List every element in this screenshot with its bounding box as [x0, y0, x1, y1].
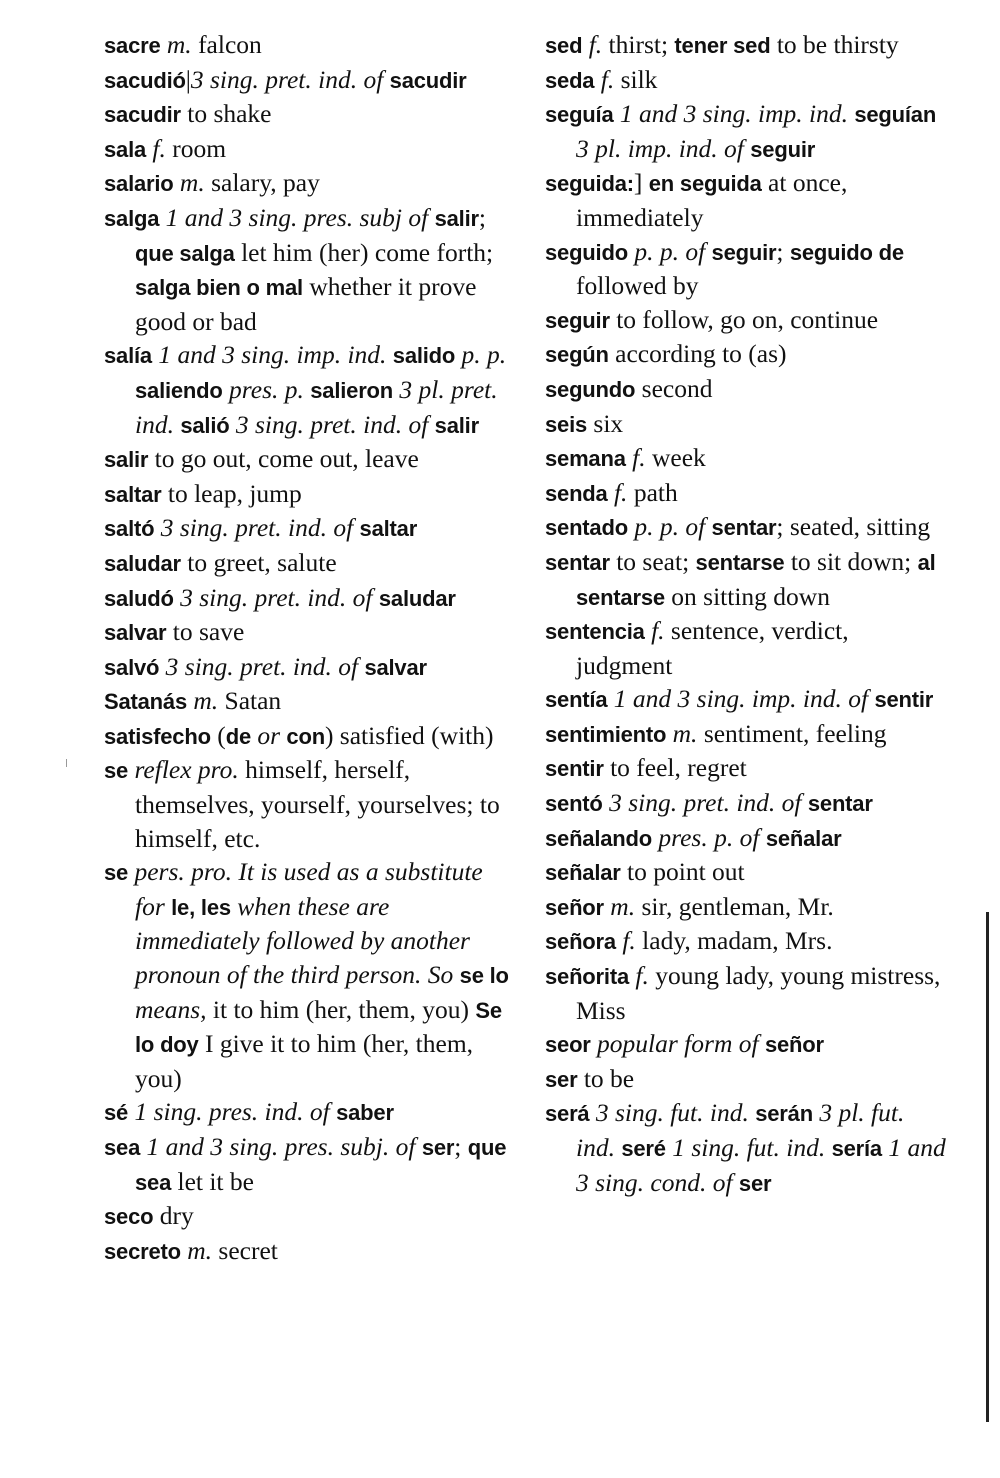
headword: salieron — [310, 377, 394, 403]
definition-text: whether it prove good or bad — [135, 272, 477, 336]
dictionary-entry — [104, 511, 510, 546]
definition-text: to follow, go on, continue — [609, 304, 879, 334]
headword: salir — [434, 205, 479, 231]
definition-text: to be — [577, 1063, 635, 1093]
grammar-note: pers. pro. It is used as a substitute for — [134, 857, 483, 921]
dictionary-entry — [545, 407, 948, 442]
dictionary-entry — [545, 614, 948, 682]
dictionary-entry — [104, 615, 510, 650]
headword: se — [104, 860, 129, 886]
headword: sentimiento — [545, 721, 667, 747]
headword: seguir — [711, 239, 777, 265]
definition-text: to feel, regret — [603, 753, 747, 783]
headword: tener sed — [674, 33, 771, 58]
grammar-note: f. — [635, 961, 649, 991]
headword: señor — [545, 894, 604, 920]
grammar-note: means, — [135, 994, 207, 1024]
grammar-note: f. — [613, 477, 628, 507]
headword: senda — [545, 480, 608, 506]
grammar-note: 1 and 3 sing. pres. subj of — [165, 202, 435, 232]
headword: sentó — [545, 791, 603, 817]
dictionary-entry — [545, 717, 948, 752]
margin-rule — [986, 912, 989, 1422]
headword: saltó — [104, 516, 155, 542]
headword: salir — [104, 447, 149, 473]
definition-text: falcon — [191, 30, 262, 59]
definition-text: ) satisfied (with) — [324, 720, 494, 750]
headword: segundo — [545, 376, 636, 402]
dictionary-entry — [104, 338, 510, 442]
grammar-note: p. p. — [461, 340, 507, 370]
headword: sea — [104, 1135, 141, 1160]
grammar-note: m. — [166, 30, 192, 59]
headword: señalando — [545, 825, 653, 851]
headword: salía — [104, 343, 152, 369]
dictionary-entry — [545, 924, 948, 959]
headword: sacudir — [389, 67, 467, 93]
headword: seguía — [545, 102, 614, 128]
headword: será — [545, 1101, 590, 1127]
headword: sentar — [711, 515, 777, 541]
headword: que salga — [135, 240, 235, 266]
headword: semana — [545, 446, 626, 472]
left-column — [104, 28, 510, 1268]
headword: sala — [104, 136, 147, 162]
grammar-note: 3 pl. imp. ind. of — [576, 133, 751, 163]
dictionary-entry — [104, 719, 510, 754]
grammar-note: 3 pl. pret. ind. — [135, 374, 498, 439]
grammar-note: pres. p. — [229, 374, 311, 404]
dictionary-entry — [104, 132, 510, 167]
headword: seguían — [854, 102, 937, 128]
headword: seguido de — [789, 239, 904, 265]
headword: satisfecho — [104, 723, 211, 749]
dictionary-entry — [545, 235, 948, 303]
definition-text: at once, immediately — [576, 168, 848, 232]
definition-text: ( — [210, 720, 226, 750]
headword: saludar — [104, 550, 181, 576]
headword: salido — [392, 343, 456, 369]
headword: Se lo doy — [135, 997, 502, 1058]
definition-text: ; — [454, 1132, 468, 1161]
headword: saltar — [359, 516, 418, 542]
grammar-note: f. — [600, 64, 615, 94]
headword: sentado — [545, 515, 628, 541]
dictionary-entry — [545, 855, 948, 890]
grammar-note: 1 sing. pres. ind. of — [134, 1097, 337, 1127]
definition-text: to go out, come out, leave — [148, 444, 419, 474]
right-column — [545, 28, 948, 1200]
headword: salvó — [104, 654, 160, 680]
definition-text: to point out — [620, 857, 745, 887]
definition-text: ; — [478, 202, 486, 232]
dictionary-entry — [545, 959, 948, 1027]
headword: seré — [621, 1136, 666, 1161]
grammar-note: p. p. of — [634, 236, 712, 266]
headword: saliendo — [135, 377, 223, 403]
grammar-note: f. — [588, 30, 603, 59]
headword: sentar — [807, 791, 873, 817]
grammar-note: or — [257, 720, 281, 750]
headword: salga — [104, 205, 160, 231]
headword: saludar — [378, 585, 456, 611]
definition-text: it to him (her, them, you) — [206, 994, 476, 1024]
dictionary-entry — [104, 650, 510, 685]
definition-text: lady, madam, Mrs. — [635, 926, 833, 956]
grammar-note: popular form of — [597, 1029, 765, 1059]
grammar-note: reflex pro. — [134, 755, 239, 785]
headword: en seguida — [648, 171, 762, 197]
dictionary-entry — [545, 890, 948, 925]
headword: señalar — [765, 825, 842, 851]
grammar-note: when these are immediately followed by another pronoun of the third person. So — [135, 891, 470, 990]
dictionary-entry — [545, 510, 948, 545]
dictionary-entry — [545, 545, 948, 614]
headword: se lo — [459, 963, 509, 989]
headword: salvar — [104, 620, 167, 646]
grammar-note: 1 and 3 sing. imp. ind. — [619, 99, 855, 129]
headword: sentía — [545, 687, 608, 713]
headword: secreto — [104, 1238, 181, 1264]
definition-text: to be thirsty — [770, 30, 899, 59]
definition-text: six — [587, 408, 624, 438]
grammar-note: 1 and 3 sing. pres. subj. of — [146, 1132, 422, 1161]
headword: seda — [545, 67, 595, 93]
grammar-note: m. — [193, 686, 219, 716]
grammar-note: 1 and 3 sing. imp. ind. — [158, 340, 393, 370]
headword: señor — [764, 1032, 824, 1058]
headword: seguido — [545, 239, 628, 265]
grammar-note: 1 and 3 sing. imp. ind. of — [613, 684, 875, 714]
grammar-note: 3 sing. pret. ind. of — [160, 513, 360, 543]
definition-text: sentence, verdict, judgment — [576, 616, 849, 680]
headword: serán — [755, 1101, 813, 1127]
definition-text: on sitting down — [664, 581, 830, 611]
dictionary-entry — [104, 1234, 510, 1269]
dictionary-entry — [545, 786, 948, 821]
dictionary-entry — [104, 166, 510, 201]
grammar-note: f. — [622, 926, 636, 956]
grammar-note: f. — [632, 443, 646, 473]
grammar-note: m. — [672, 718, 698, 748]
headword: señorita — [545, 964, 629, 990]
headword: ser — [545, 1066, 578, 1092]
grammar-note: 3 sing. pret. ind. of — [190, 64, 390, 94]
dictionary-entry — [104, 201, 510, 338]
headword: sentarse — [695, 549, 785, 575]
definition-text: path — [627, 477, 678, 507]
headword: salvar — [364, 654, 427, 680]
headword: se — [104, 758, 129, 784]
grammar-note: 3 sing. pret. ind. of — [609, 788, 808, 818]
dictionary-entry — [104, 442, 510, 477]
grammar-note: 3 pl. fut. ind. — [576, 1098, 905, 1162]
headword: con — [286, 723, 325, 749]
definition-text: thirst; — [602, 30, 675, 59]
headword: sentar — [545, 549, 610, 575]
dictionary-entry — [545, 1096, 948, 1200]
headword: le, les — [171, 894, 231, 920]
headword: al sentarse — [576, 549, 936, 610]
dictionary-entry — [104, 1199, 510, 1234]
grammar-note: f. — [651, 616, 665, 646]
definition-text: silk — [614, 64, 658, 94]
dictionary-entry — [104, 855, 510, 1095]
dictionary-entry — [104, 1095, 510, 1130]
headword: de — [225, 723, 251, 749]
definition-text: according to (as) — [608, 339, 787, 369]
grammar-note: 3 sing. pret. ind. of — [180, 582, 379, 612]
headword: saber — [336, 1100, 394, 1126]
headword: seor — [545, 1032, 591, 1058]
definition-text: himself, herself, themselves, yourself, yourselves; to himself, etc. — [135, 755, 500, 853]
headword: saltar — [104, 481, 162, 507]
definition-text: followed by — [576, 271, 699, 301]
definition-text: let it be — [171, 1166, 254, 1196]
definition-text: room — [165, 133, 227, 163]
definition-text: to leap, jump — [161, 478, 302, 508]
headword: seco — [104, 1204, 154, 1230]
dictionary-entry — [545, 441, 948, 476]
headword: que sea — [135, 1135, 507, 1195]
dictionary-entry — [104, 684, 510, 719]
dictionary-entry — [545, 28, 948, 63]
dictionary-entry — [545, 1062, 948, 1097]
definition-text: ] — [633, 168, 649, 198]
definition-text: dry — [153, 1201, 194, 1231]
dictionary-entry — [545, 303, 948, 338]
definition-text: second — [635, 373, 713, 403]
definition-text: salary, pay — [204, 168, 320, 198]
headword: señalar — [545, 860, 621, 886]
headword: seis — [545, 411, 588, 437]
definition-text: ; — [776, 236, 790, 266]
headword: señora — [545, 929, 616, 955]
grammar-note: m. — [179, 168, 205, 198]
headword: saludó — [104, 585, 174, 611]
grammar-note: m. — [610, 891, 636, 921]
definition-text: to save — [166, 617, 245, 647]
definition-text: sentiment, feeling — [697, 718, 887, 748]
grammar-note: f. — [152, 133, 166, 163]
headword: Satanás — [104, 689, 187, 715]
grammar-note: 3 sing. pret. ind. of — [235, 409, 435, 439]
headword: ser — [421, 1135, 455, 1160]
dictionary-entry — [104, 581, 510, 616]
headword: sacre — [104, 33, 161, 58]
headword: salir — [434, 412, 479, 438]
grammar-note: 3 sing. fut. ind. — [595, 1098, 756, 1128]
dictionary-entry — [545, 63, 948, 98]
definition-text: week — [645, 443, 706, 473]
headword: salario — [104, 171, 174, 197]
headword: sé — [104, 1100, 129, 1126]
dictionary-entry — [545, 337, 948, 372]
headword: ser — [738, 1170, 772, 1196]
dictionary-entry — [104, 546, 510, 581]
definition-text: to shake — [180, 99, 272, 129]
headword: sentir — [874, 687, 934, 713]
margin-mark — [66, 759, 67, 767]
headword: salió — [180, 412, 230, 438]
grammar-note: 1 and 3 sing. cond. of — [576, 1133, 946, 1197]
headword: salga bien o mal — [135, 275, 303, 301]
definition-text: to greet, salute — [180, 547, 337, 577]
headword: seguir — [545, 307, 610, 333]
dictionary-entry — [545, 372, 948, 407]
definition-text: | — [185, 64, 191, 94]
dictionary-entry — [104, 63, 510, 98]
dictionary-entry — [545, 682, 948, 717]
headword: seguir — [750, 136, 816, 162]
definition-text: sir, gentleman, Mr. — [635, 891, 834, 921]
headword: seguida: — [545, 171, 634, 197]
headword: sacudir — [104, 102, 181, 128]
dictionary-entry — [545, 1027, 948, 1062]
dictionary-entry — [104, 28, 510, 63]
dictionary-entry — [545, 97, 948, 166]
grammar-note: 3 sing. pret. ind. of — [165, 651, 365, 681]
headword: sería — [831, 1136, 882, 1161]
grammar-note: 1 sing. fut. ind. — [672, 1133, 832, 1162]
dictionary-entry — [545, 751, 948, 786]
headword: sentencia — [545, 619, 645, 645]
definition-text: to seat; — [609, 546, 696, 576]
definition-text: let him (her) come forth; — [234, 237, 494, 267]
dictionary-entry — [545, 821, 948, 856]
dictionary-entry — [104, 753, 510, 855]
definition-text: secret — [212, 1235, 278, 1265]
grammar-note: m. — [187, 1235, 213, 1265]
headword: sacudió — [104, 67, 186, 93]
definition-text: young lady, young mistress, Miss — [576, 961, 941, 1025]
definition-text: to sit down; — [784, 546, 918, 576]
grammar-note: p. p. of — [634, 512, 712, 542]
headword: sed — [545, 33, 583, 58]
headword: sentir — [545, 756, 604, 782]
definition-text: I give it to him (her, them, you) — [135, 1029, 474, 1093]
dictionary-entry — [104, 477, 510, 512]
dictionary-entry — [104, 97, 510, 132]
dictionary-entry — [545, 166, 948, 234]
dictionary-entry — [545, 476, 948, 511]
definition-text: ; seated, sitting — [776, 512, 931, 542]
dictionary-entry — [104, 1130, 510, 1199]
definition-text: Satan — [218, 686, 282, 716]
grammar-note: pres. p. of — [658, 822, 766, 852]
headword: según — [545, 342, 609, 368]
